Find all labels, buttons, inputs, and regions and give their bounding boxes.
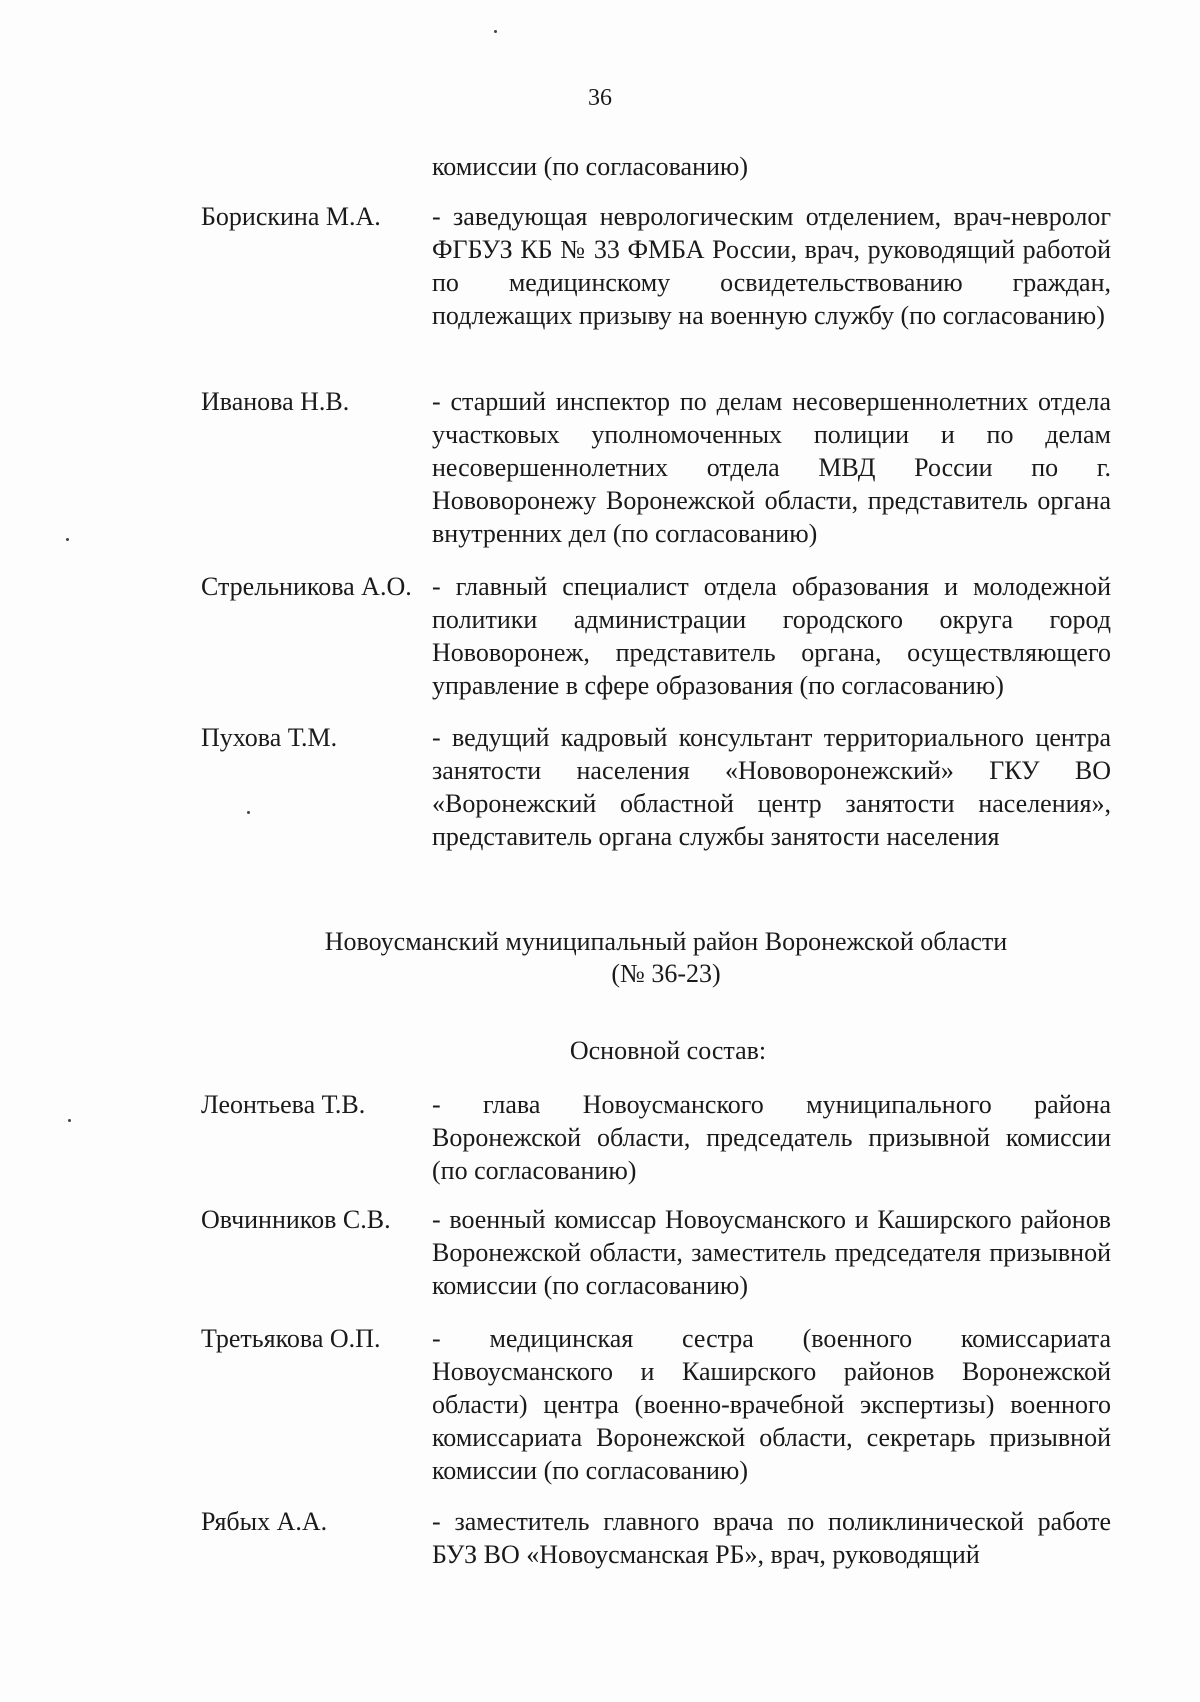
member-role: - старший инспектор по делам несовершеннолетних отдела участковых уполномоченных полиции и по делам несовершеннолетних отдела МВД России по г. Нововоронежу Воронежской области, представитель органа внутренних дел (по согласованию) xyxy=(432,387,1111,548)
member-name: Третьякова О.П. xyxy=(201,1324,381,1353)
scan-speck xyxy=(66,538,69,541)
scan-speck xyxy=(494,30,497,33)
scan-speck xyxy=(68,1119,71,1122)
page-number: 36 xyxy=(588,85,612,111)
continuation-text: комиссии (по согласованию) xyxy=(432,152,748,181)
section-subheading: Основной состав: xyxy=(569,1036,767,1065)
member-role: - ведущий кадровый консультант территориального центра занятости населения «Нововоронежский» ГКУ ВО «Воронежский областной центр занятости населения», представитель органа службы занятости населения xyxy=(432,723,1111,851)
member-name: Леонтьева Т.В. xyxy=(201,1090,366,1119)
section-code: (№ 36-23) xyxy=(611,959,721,988)
member-name: Рябых А.А. xyxy=(201,1507,328,1536)
scan-speck xyxy=(247,811,250,814)
member-role: - заведующая неврологическим отделением, врач-невролог ФГБУЗ КБ № 33 ФМБА России, врач, руководящий работой по медицинскому освидетельствованию граждан, подлежащих призыву на военную службу (по согласованию) xyxy=(432,202,1111,330)
section-title: Новоусманский муниципальный район Воронежской области xyxy=(324,927,1008,956)
member-role: - главный специалист отдела образования и молодежной политики администрации городского округа город Нововоронеж, представитель органа, осуществляющего управление в сфере образования (по согласованию) xyxy=(432,572,1111,700)
member-name: Пухова Т.М. xyxy=(201,723,338,752)
member-name: Овчинников С.В. xyxy=(201,1205,391,1234)
member-role: - медицинская сестра (военного комиссариата Новоусманского и Каширского районов Воронежской области) центра (военно-врачебной экспертизы) военного комиссариата Воронежской области, секретарь призывной комиссии (по согласованию) xyxy=(432,1324,1111,1485)
member-role: - заместитель главного врача по поликлинической работе БУЗ ВО «Новоусманская РБ», врач, руководящий xyxy=(432,1507,1111,1569)
member-role: - военный комиссар Новоусманского и Каширского районов Воронежской области, заместитель председателя призывной комиссии (по согласованию) xyxy=(432,1205,1111,1300)
member-name: Стрельникова А.О. xyxy=(201,572,412,601)
member-role: - глава Новоусманского муниципального района Воронежской области, председатель призывной комиссии (по согласованию) xyxy=(432,1090,1111,1185)
member-name: Иванова Н.В. xyxy=(201,387,350,416)
member-name: Борискина М.А. xyxy=(201,202,381,231)
